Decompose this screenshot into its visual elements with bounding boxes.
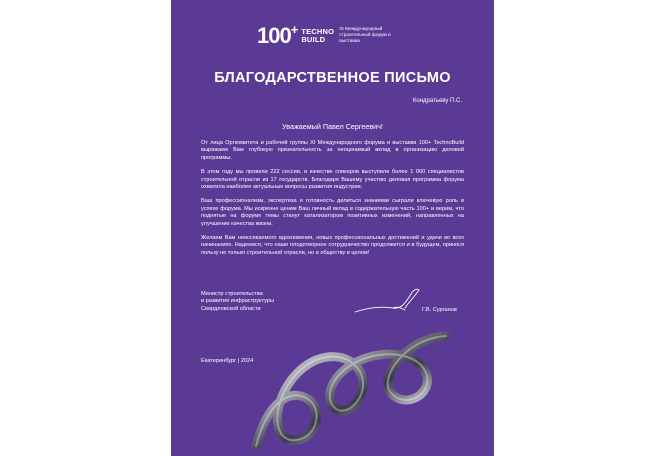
signer-name: Г.В. Сурганов	[422, 307, 457, 313]
recipient-name: Кондратьеву П.С.	[412, 98, 462, 104]
body-paragraph: Ваш профессионализм, экспертиза и готовность делиться знаниями сыграли ключевую роль в успехе форума. Мы искренне ценим Ваш личный вклад в содержательную часть 100+ и верим, что поднятые на форуме темы станут катализатором позитивных изменений, направленных на улучшение качества жизни.	[201, 198, 464, 227]
letter-title: БЛАГОДАРСТВЕННОЕ ПИСЬМО	[214, 70, 451, 86]
place-date: Екатеринбург | 2024	[201, 358, 254, 364]
body-paragraph: От лица Оргкомитета и рабочей группы XI Международного форума и выставки 100+ TechnoBuild выражаем Вам глубокую признательность за неоценимый вклад в организацию деловой программы.	[201, 140, 464, 161]
thank-you-letter	[171, 0, 494, 456]
logo-subtitle: XI Международный строительный форум и выставка	[339, 27, 391, 44]
letter-body	[201, 140, 464, 264]
body-paragraph: Желаем Вам неиссякаемого вдохновения, новых профессиональных достижений и удачи во всех начинаниях. Надеемся, что наше плодотворное сотрудничество продолжится и в будущем, принося пользу не только строительной отрасли, но и обществу в целом!	[201, 235, 464, 256]
logo-number: 100+	[257, 22, 298, 48]
chrome-spring-decoration	[246, 318, 466, 456]
body-paragraph: В этом году мы провели 222 сессии, в качестве спикеров выступили более 1 000 специалистов строительной отрасли из 17 государств. Благодаря Вашему участию деловая программа форума охватила наиболее актуальные вопросы развития индустрии.	[201, 169, 464, 191]
logo-brand: TECHNO BUILD	[301, 27, 335, 44]
forum-logo	[257, 24, 401, 48]
minister-title: Министр строительства и развития инфраструктуры Свердловской области	[201, 291, 275, 312]
handwritten-signature	[353, 286, 423, 316]
greeting: Уважаемый Павел Сергеевич!	[282, 122, 383, 131]
